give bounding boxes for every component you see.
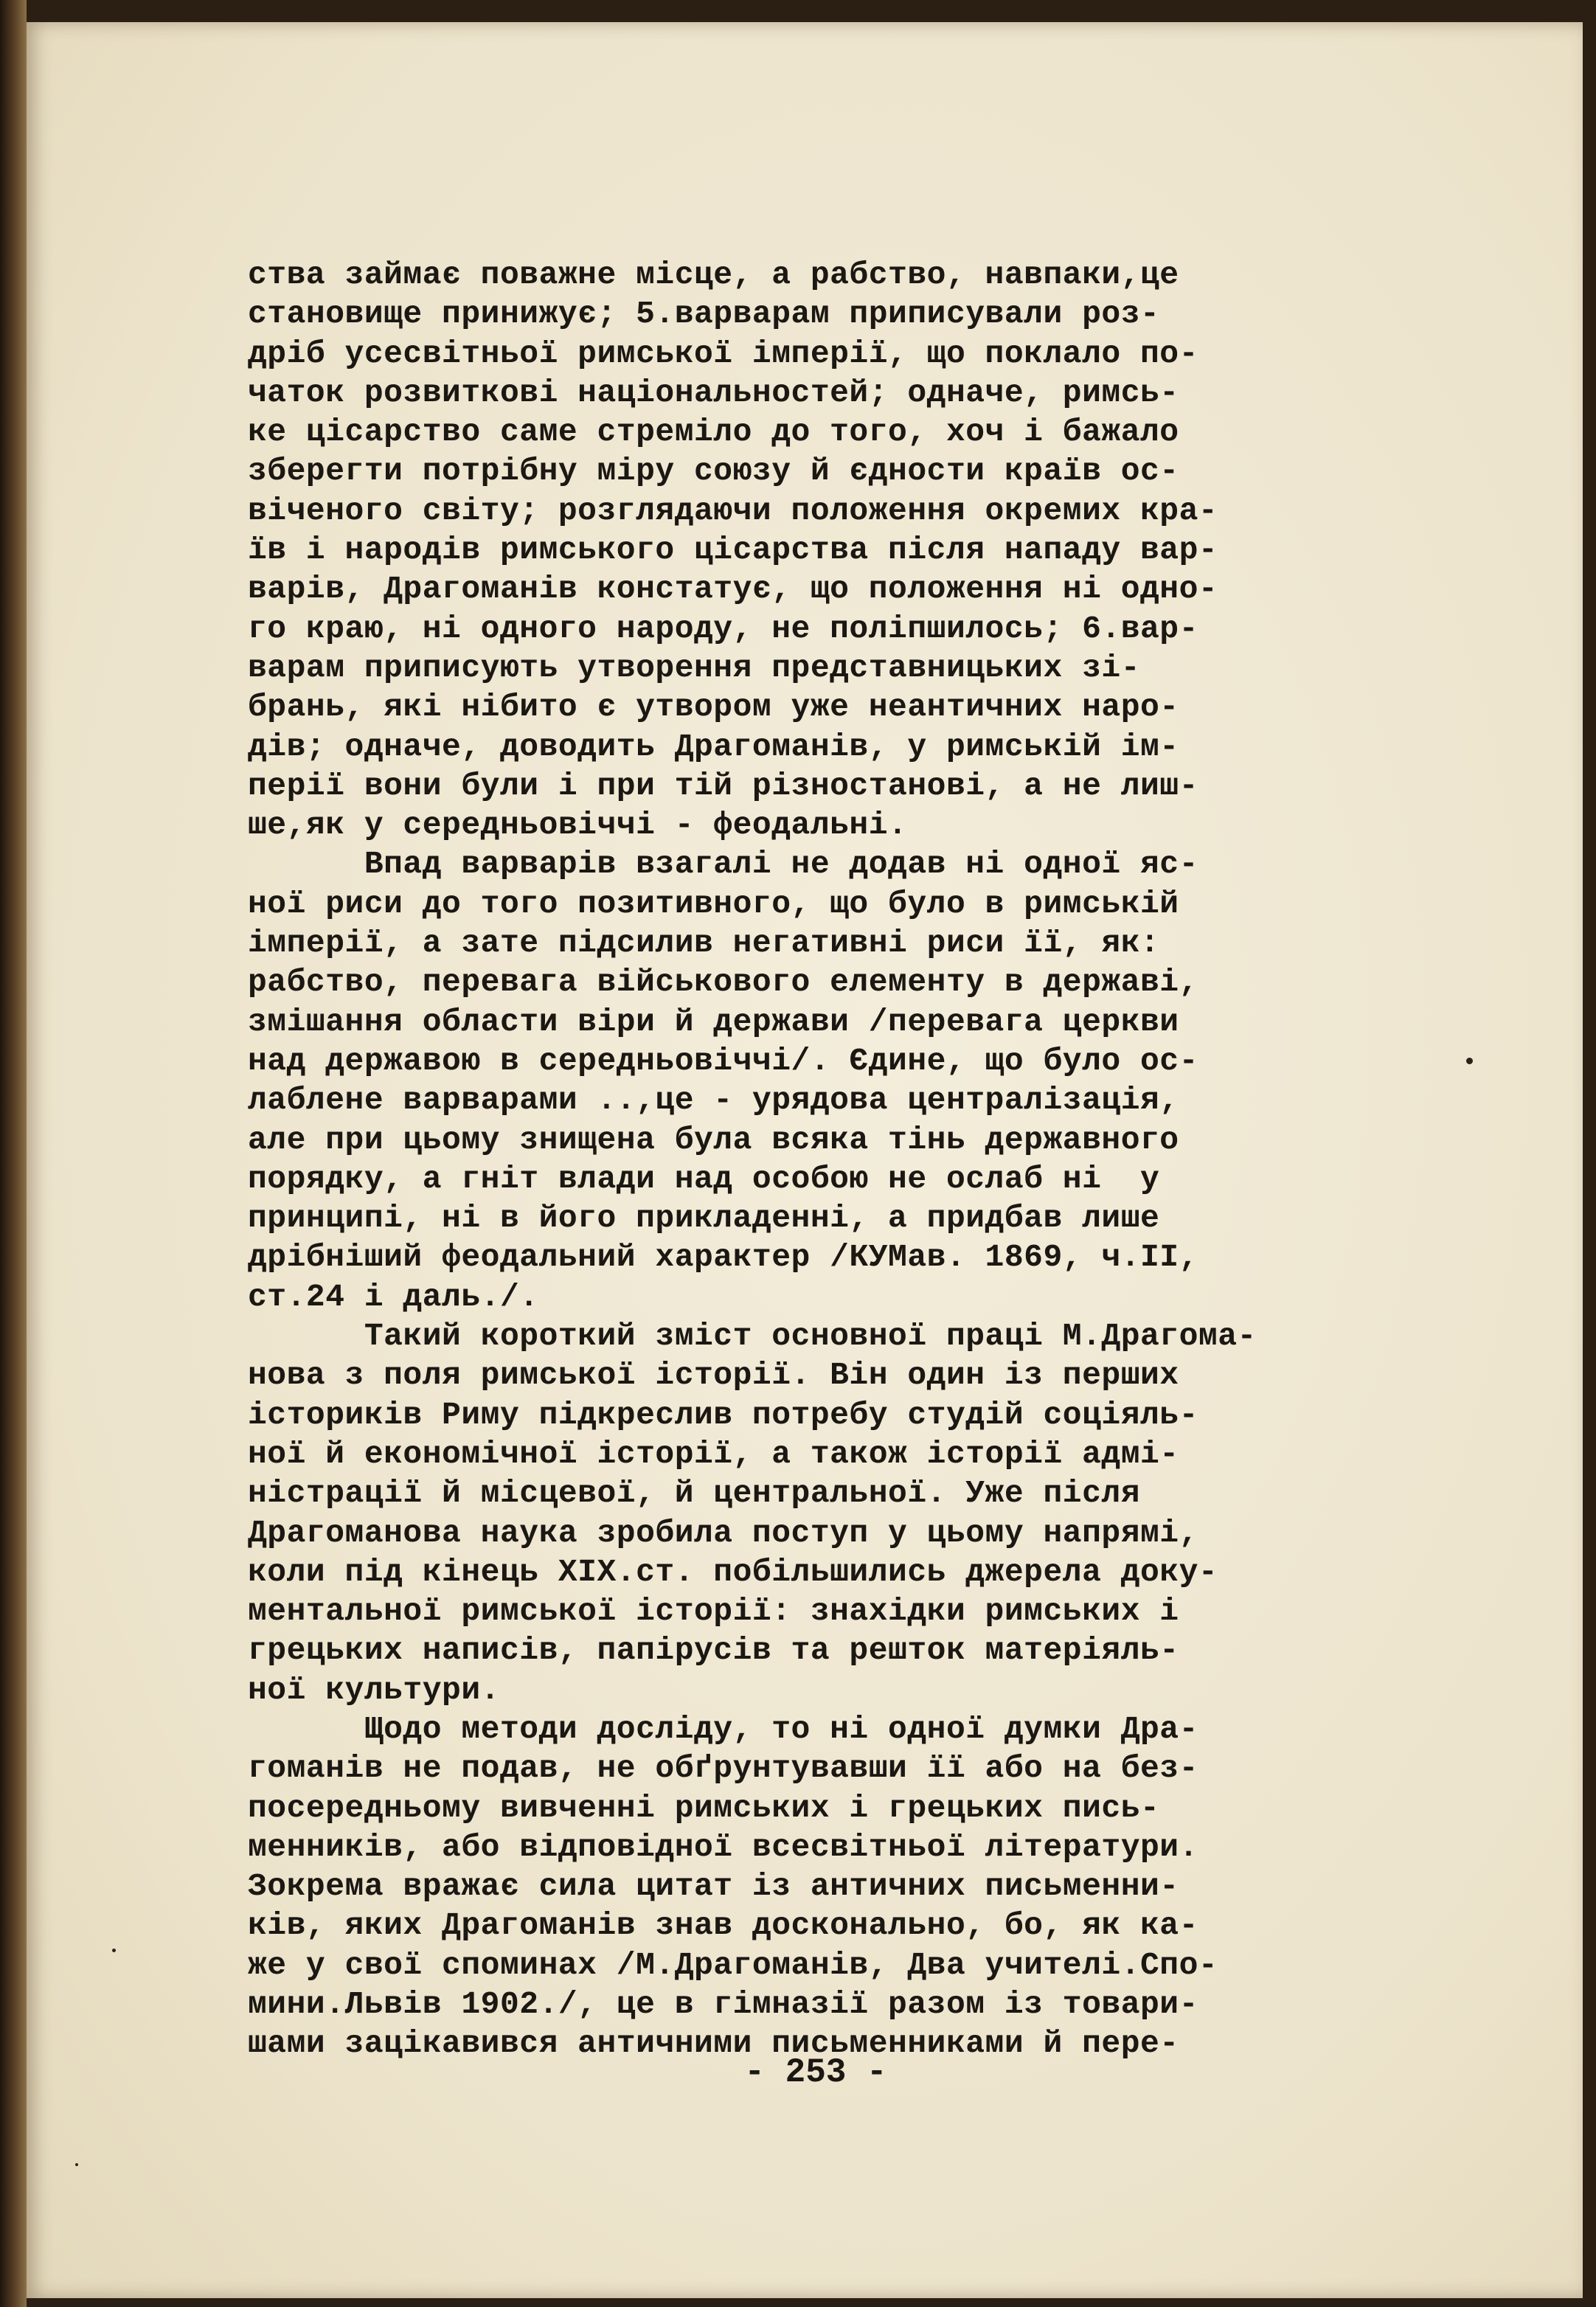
- text-line: варів, Драгоманів констатує, що положення ні одно-: [248, 571, 1218, 608]
- text-line: варам приписують утворення представницьких зі-: [248, 649, 1140, 686]
- text-line: дів; одначе, доводить Драгоманів, у римській ім-: [248, 728, 1179, 765]
- text-line: лаблене варварами ..,це - урядова централізація,: [248, 1082, 1179, 1119]
- paragraph-start-line: Щодо методи досліду, то ні одної думки Дра-: [248, 1710, 1198, 1747]
- text-line: але при цьому знищена була всяка тінь державного: [248, 1121, 1179, 1158]
- text-line: становище принижує; 5.варварам приписували роз-: [248, 296, 1160, 333]
- text-line: коли під кінець XIX.ст. побільшились джерела доку-: [248, 1553, 1218, 1590]
- text-line: віченого світу; розглядаючи положення окремих кра-: [248, 492, 1218, 529]
- text-line: же у свої споминах /М.Драгоманів, Два учителі.Спо-: [248, 1946, 1218, 1983]
- text-line: над державою в середньовіччі/. Єдине, що було ос-: [248, 1042, 1198, 1079]
- text-line: Драгоманова наука зробила поступ у цьому напрямі,: [248, 1514, 1198, 1551]
- text-line: істориків Риму підкреслив потребу студій соціяль-: [248, 1396, 1198, 1433]
- text-line: менників, або відповідної всесвітньої літератури.: [248, 1828, 1198, 1865]
- text-line: ністрації й місцевої, й центральної. Уже після: [248, 1475, 1140, 1512]
- text-line: брань, які нібито є утвором уже неантичних наро-: [248, 689, 1179, 726]
- paper-speck: [112, 1949, 116, 1952]
- paper-speck: [75, 2163, 78, 2166]
- paragraph-start-line: Такий короткий зміст основної праці М.Драгома-: [248, 1318, 1257, 1355]
- text-line: посередньому вивченні римських і грецьких пись-: [248, 1789, 1160, 1826]
- text-line: ної й економічної історії, а також історії адмі-: [248, 1435, 1179, 1472]
- text-line: гоманів не подав, не обґрунтувавши її або на без-: [248, 1750, 1198, 1787]
- text-line: чаток розвиткові національностей; одначе, римсь-: [248, 374, 1179, 411]
- paragraph-start-line: Впад варварів взагалі не додав ні одної яс-: [248, 846, 1198, 883]
- text-line: ке цісарство саме стреміло до того, хоч і бажало: [248, 414, 1179, 451]
- text-line: імперії, а зате підсилив негативні риси її, як:: [248, 925, 1160, 962]
- body-text: [248, 255, 1398, 2064]
- text-line: го краю, ні одного народу, не поліпшилось; 6.вар-: [248, 610, 1198, 647]
- text-line: дрібніший феодальний характер /КУМав. 1869, ч.II,: [248, 1239, 1198, 1276]
- text-line: дріб усесвітньої римської імперії, що поклало по-: [248, 335, 1198, 372]
- text-line: ментальної римської історії: знахідки римських і: [248, 1593, 1179, 1630]
- text-line: мини.Львів 1902./, це в гімназії разом із товари-: [248, 1986, 1198, 2023]
- text-line: ків, яких Драгоманів знав досконально, бо, як ка-: [248, 1907, 1198, 1944]
- text-line: шами зацікавився античними письменниками й пере-: [248, 2025, 1179, 2062]
- text-line: ної культури.: [248, 1671, 500, 1708]
- text-line: перії вони були і при тій різностанові, а не лиш-: [248, 767, 1198, 804]
- text-line: порядку, а гніт влади над особою не ослаб ні у: [248, 1160, 1160, 1197]
- text-line: нова з поля римської історії. Він один із перших: [248, 1357, 1179, 1394]
- text-line: зберегти потрібну міру союзу й єдности країв ос-: [248, 453, 1179, 490]
- page-number: - 253 -: [744, 2053, 887, 2092]
- book-spine-edge: [0, 0, 27, 2307]
- document-page: [27, 22, 1583, 2298]
- paper-speck: [1466, 1058, 1473, 1064]
- text-line: ст.24 і даль./.: [248, 1278, 539, 1315]
- text-line: їв і народів римського цісарства після нападу вар-: [248, 532, 1218, 569]
- text-line: ства займає поважне місце, а рабство, навпаки,це: [248, 257, 1179, 293]
- text-line: ше,як у середньовіччі - феодальні.: [248, 807, 908, 844]
- text-line: рабство, перевага військового елементу в державі,: [248, 964, 1198, 1001]
- text-line: Зокрема вражає сила цитат із античних письменни-: [248, 1868, 1179, 1905]
- text-line: ної риси до того позитивного, що було в римській: [248, 885, 1179, 922]
- text-line: змішання области віри й держави /перевага церкви: [248, 1003, 1179, 1040]
- text-line: грецьких написів, папірусів та решток матеріяль-: [248, 1632, 1179, 1669]
- text-line: принципі, ні в його прикладенні, а придбав лише: [248, 1200, 1160, 1237]
